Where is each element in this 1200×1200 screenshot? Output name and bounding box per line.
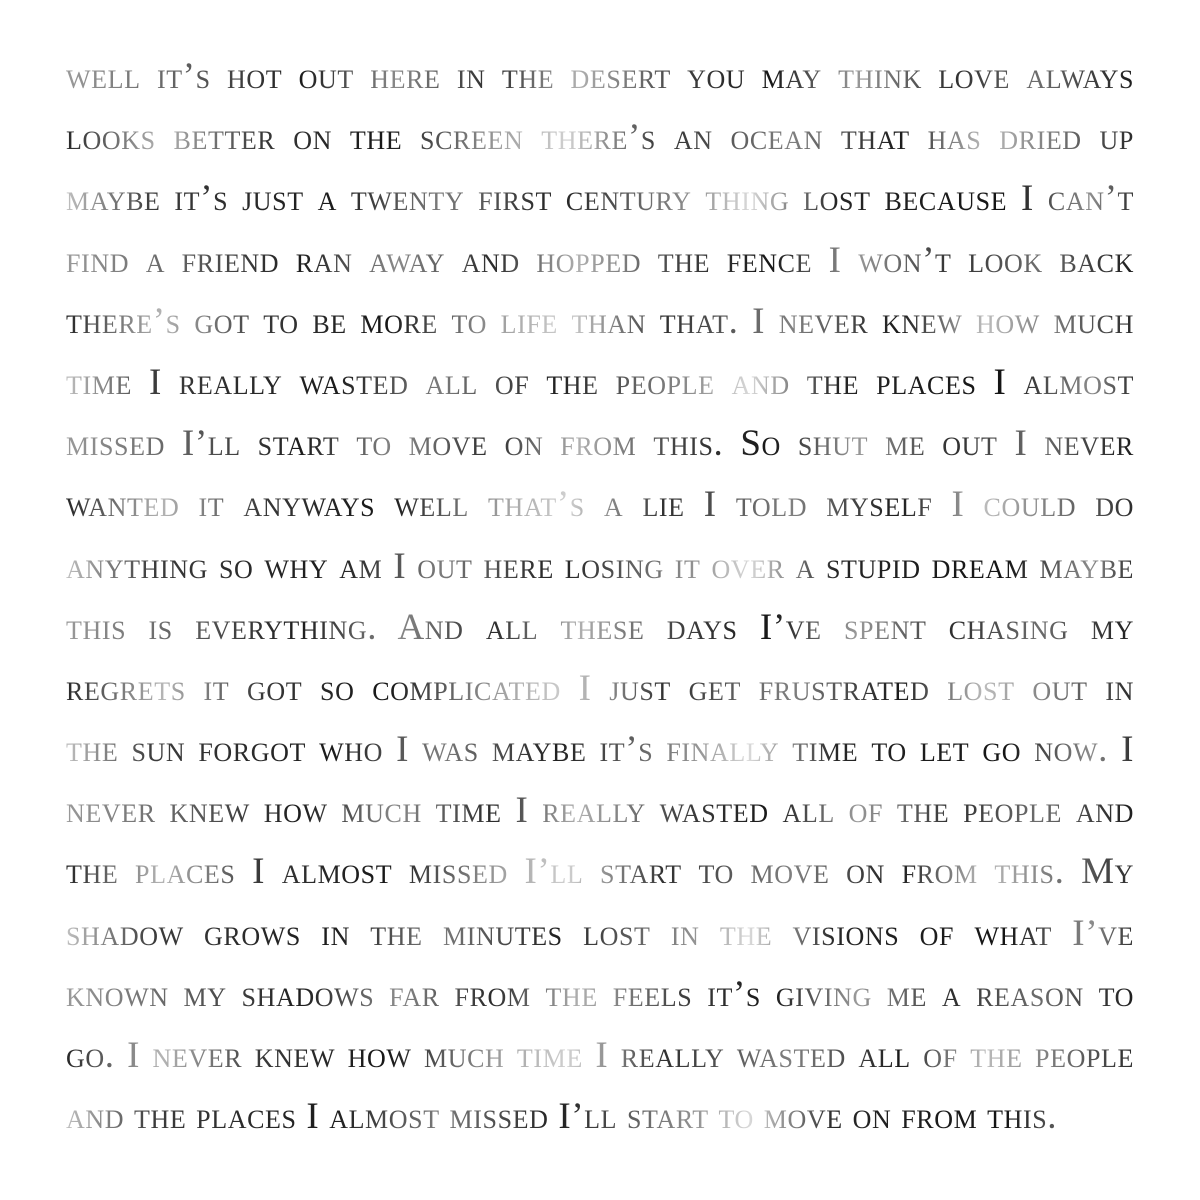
lyric-line-8: wanted it anyways well that’s a lie I told myself I could do bbox=[66, 480, 1134, 541]
lyric-line-11: regrets it got so complicated I just get frustrated lost out in bbox=[66, 664, 1134, 725]
lyric-line-16: known my shadows far from the feels it’s giving me a reason to bbox=[66, 970, 1134, 1031]
lyric-line-1: well it’s hot out here in the desert you may think love always bbox=[66, 52, 1134, 113]
lyric-line-5: there’s got to be more to life than that. I never knew how much bbox=[66, 297, 1134, 358]
lyric-line-2: looks better on the screen there’s an ocean that has dried up bbox=[66, 113, 1134, 174]
lyrics-text-block bbox=[66, 52, 1134, 1152]
lyric-line-7: missed I’ll start to move on from this. So shut me out I never bbox=[66, 419, 1134, 480]
lyric-line-14: the places I almost missed I’ll start to move on from this. My bbox=[66, 847, 1134, 908]
lyric-line-6: time I really wasted all of the people and the places I almost bbox=[66, 358, 1134, 419]
lyric-line-3: maybe it’s just a twenty first century thing lost because I can’t bbox=[66, 174, 1134, 235]
lyric-line-18: and the places I almost missed I’ll start to move on from this. bbox=[66, 1092, 1134, 1152]
lyric-line-10: this is everything. And all these days I’ve spent chasing my bbox=[66, 603, 1134, 664]
lyric-line-4: find a friend ran away and hopped the fence I won’t look back bbox=[66, 236, 1134, 297]
lyric-line-17: go. I never knew how much time I really wasted all of the people bbox=[66, 1031, 1134, 1092]
lyric-line-15: shadow grows in the minutes lost in the visions of what I’ve bbox=[66, 909, 1134, 970]
lyric-line-13: never knew how much time I really wasted all of the people and bbox=[66, 786, 1134, 847]
lyric-line-9: anything so why am I out here losing it over a stupid dream maybe bbox=[66, 542, 1134, 603]
lyric-line-12: the sun forgot who I was maybe it’s finally time to let go now. I bbox=[66, 725, 1134, 786]
